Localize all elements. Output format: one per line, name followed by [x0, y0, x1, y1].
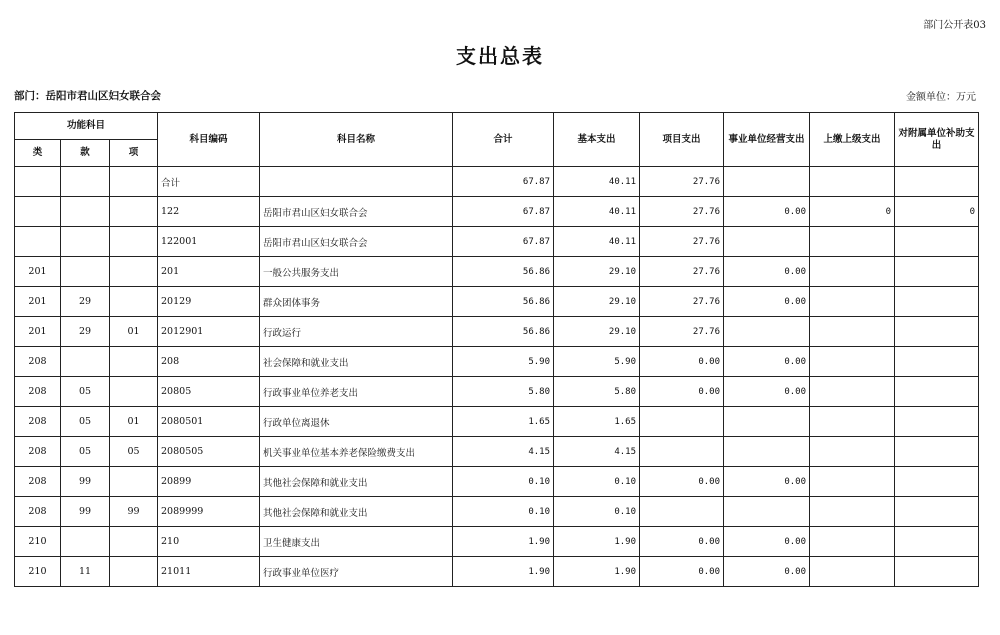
- cell-total: 67.87: [453, 197, 554, 227]
- cell-lei: 210: [15, 527, 61, 557]
- cell-code: 2080505: [158, 437, 260, 467]
- cell-basic: 40.11: [554, 227, 640, 257]
- cell-subsidy: 0: [895, 197, 979, 227]
- cell-name: 行政运行: [260, 317, 453, 347]
- cell-upper: [810, 317, 895, 347]
- header-code: 科目编码: [158, 113, 260, 167]
- cell-kuan: 11: [61, 557, 110, 587]
- cell-xiang: [110, 227, 158, 257]
- cell-xiang: 05: [110, 437, 158, 467]
- cell-total: 5.90: [453, 347, 554, 377]
- table-row: [15, 287, 979, 317]
- cell-upper: [810, 257, 895, 287]
- cell-project: 27.76: [640, 197, 724, 227]
- cell-upper: [810, 437, 895, 467]
- cell-total: 4.15: [453, 437, 554, 467]
- cell-enterprise: [724, 317, 810, 347]
- cell-project: 27.76: [640, 167, 724, 197]
- cell-name: 行政单位离退休: [260, 407, 453, 437]
- cell-subsidy: [895, 287, 979, 317]
- cell-name: 行政事业单位养老支出: [260, 377, 453, 407]
- cell-basic: 5.90: [554, 347, 640, 377]
- cell-enterprise: 0.00: [724, 557, 810, 587]
- cell-basic: 0.10: [554, 467, 640, 497]
- cell-kuan: [61, 167, 110, 197]
- header-func-subject: 功能科目: [15, 113, 158, 140]
- table-row: [15, 227, 979, 257]
- cell-total: 56.86: [453, 257, 554, 287]
- header-name: 科目名称: [260, 113, 453, 167]
- cell-kuan: 05: [61, 377, 110, 407]
- cell-code: 201: [158, 257, 260, 287]
- cell-basic: 29.10: [554, 317, 640, 347]
- cell-xiang: [110, 197, 158, 227]
- cell-xiang: 01: [110, 317, 158, 347]
- header-xiang: 项: [110, 140, 158, 167]
- header-subsidy: 对附属单位补助支出: [895, 113, 979, 167]
- cell-total: 56.86: [453, 317, 554, 347]
- cell-code: 合计: [158, 167, 260, 197]
- cell-xiang: [110, 167, 158, 197]
- page-title: 支出总表: [456, 44, 544, 68]
- table-row: [15, 197, 979, 227]
- cell-upper: [810, 407, 895, 437]
- table-row: [15, 497, 979, 527]
- cell-total: 1.90: [453, 557, 554, 587]
- cell-subsidy: [895, 497, 979, 527]
- cell-code: 20899: [158, 467, 260, 497]
- cell-upper: [810, 467, 895, 497]
- cell-project: 0.00: [640, 377, 724, 407]
- cell-code: 208: [158, 347, 260, 377]
- cell-enterprise: 0.00: [724, 377, 810, 407]
- table-row: [15, 317, 979, 347]
- cell-enterprise: 0.00: [724, 257, 810, 287]
- cell-basic: 1.90: [554, 557, 640, 587]
- cell-enterprise: [724, 437, 810, 467]
- cell-code: 122001: [158, 227, 260, 257]
- cell-code: 210: [158, 527, 260, 557]
- cell-enterprise: [724, 497, 810, 527]
- header-basic: 基本支出: [554, 113, 640, 167]
- cell-project: 27.76: [640, 287, 724, 317]
- cell-project: [640, 497, 724, 527]
- expenditure-table: [14, 112, 979, 587]
- cell-project: [640, 407, 724, 437]
- cell-xiang: [110, 287, 158, 317]
- cell-xiang: [110, 557, 158, 587]
- cell-name: 一般公共服务支出: [260, 257, 453, 287]
- cell-kuan: [61, 527, 110, 557]
- cell-kuan: [61, 347, 110, 377]
- table-row: [15, 467, 979, 497]
- cell-lei: 208: [15, 467, 61, 497]
- cell-subsidy: [895, 227, 979, 257]
- cell-enterprise: 0.00: [724, 527, 810, 557]
- cell-lei: 210: [15, 557, 61, 587]
- cell-upper: [810, 347, 895, 377]
- cell-lei: 208: [15, 377, 61, 407]
- table-row: [15, 347, 979, 377]
- amount-unit-label: 金额单位：万元: [906, 92, 976, 103]
- cell-lei: 208: [15, 407, 61, 437]
- cell-code: 20805: [158, 377, 260, 407]
- cell-kuan: [61, 227, 110, 257]
- cell-name: 岳阳市君山区妇女联合会: [260, 197, 453, 227]
- cell-basic: 1.65: [554, 407, 640, 437]
- cell-total: 1.65: [453, 407, 554, 437]
- cell-name: 行政事业单位医疗: [260, 557, 453, 587]
- cell-code: 2012901: [158, 317, 260, 347]
- cell-name: 群众团体事务: [260, 287, 453, 317]
- cell-kuan: 05: [61, 407, 110, 437]
- cell-name: 其他社会保障和就业支出: [260, 467, 453, 497]
- cell-lei: 201: [15, 317, 61, 347]
- cell-name: 社会保障和就业支出: [260, 347, 453, 377]
- table-row: [15, 257, 979, 287]
- table-row: [15, 407, 979, 437]
- cell-name: 其他社会保障和就业支出: [260, 497, 453, 527]
- cell-project: 0.00: [640, 467, 724, 497]
- cell-subsidy: [895, 467, 979, 497]
- cell-kuan: 99: [61, 497, 110, 527]
- cell-project: [640, 437, 724, 467]
- header-project: 项目支出: [640, 113, 724, 167]
- header-kuan: 款: [61, 140, 110, 167]
- cell-code: 20129: [158, 287, 260, 317]
- cell-kuan: 05: [61, 437, 110, 467]
- table-row: [15, 557, 979, 587]
- cell-kuan: 29: [61, 317, 110, 347]
- table-body: [15, 167, 979, 587]
- cell-name: 卫生健康支出: [260, 527, 453, 557]
- cell-total: 5.80: [453, 377, 554, 407]
- cell-project: 0.00: [640, 527, 724, 557]
- cell-subsidy: [895, 347, 979, 377]
- table-row: [15, 167, 979, 197]
- cell-subsidy: [895, 407, 979, 437]
- cell-kuan: 29: [61, 287, 110, 317]
- header-total: 合计: [453, 113, 554, 167]
- cell-project: 27.76: [640, 317, 724, 347]
- cell-enterprise: 0.00: [724, 347, 810, 377]
- cell-upper: [810, 557, 895, 587]
- cell-basic: 0.10: [554, 497, 640, 527]
- cell-subsidy: [895, 317, 979, 347]
- cell-basic: 29.10: [554, 287, 640, 317]
- cell-xiang: [110, 347, 158, 377]
- cell-name: 岳阳市君山区妇女联合会: [260, 227, 453, 257]
- cell-xiang: [110, 257, 158, 287]
- cell-upper: 0: [810, 197, 895, 227]
- cell-project: 27.76: [640, 257, 724, 287]
- table-code: 部门公开表03: [923, 20, 986, 31]
- cell-total: 67.87: [453, 227, 554, 257]
- cell-code: 2080501: [158, 407, 260, 437]
- cell-basic: 40.11: [554, 167, 640, 197]
- cell-basic: 29.10: [554, 257, 640, 287]
- cell-upper: [810, 167, 895, 197]
- cell-enterprise: 0.00: [724, 467, 810, 497]
- cell-subsidy: [895, 557, 979, 587]
- cell-lei: 201: [15, 287, 61, 317]
- cell-lei: 201: [15, 257, 61, 287]
- cell-subsidy: [895, 167, 979, 197]
- cell-xiang: [110, 467, 158, 497]
- cell-total: 67.87: [453, 167, 554, 197]
- cell-total: 56.86: [453, 287, 554, 317]
- header-lei: 类: [15, 140, 61, 167]
- table-row: [15, 377, 979, 407]
- cell-upper: [810, 287, 895, 317]
- cell-project: 0.00: [640, 557, 724, 587]
- cell-xiang: 99: [110, 497, 158, 527]
- cell-total: 1.90: [453, 527, 554, 557]
- cell-name: 机关事业单位基本养老保险缴费支出: [260, 437, 453, 467]
- cell-total: 0.10: [453, 467, 554, 497]
- cell-subsidy: [895, 437, 979, 467]
- cell-project: 0.00: [640, 347, 724, 377]
- table-row: [15, 527, 979, 557]
- table-row: [15, 437, 979, 467]
- cell-upper: [810, 497, 895, 527]
- cell-code: 21011: [158, 557, 260, 587]
- cell-lei: [15, 227, 61, 257]
- cell-code: 122: [158, 197, 260, 227]
- cell-basic: 1.90: [554, 527, 640, 557]
- department-label: 部门：岳阳市君山区妇女联合会: [14, 90, 161, 102]
- cell-kuan: 99: [61, 467, 110, 497]
- cell-enterprise: 0.00: [724, 287, 810, 317]
- cell-basic: 5.80: [554, 377, 640, 407]
- cell-xiang: 01: [110, 407, 158, 437]
- cell-lei: 208: [15, 437, 61, 467]
- cell-name: [260, 167, 453, 197]
- cell-xiang: [110, 527, 158, 557]
- cell-subsidy: [895, 527, 979, 557]
- cell-lei: 208: [15, 347, 61, 377]
- cell-upper: [810, 527, 895, 557]
- cell-enterprise: [724, 167, 810, 197]
- cell-upper: [810, 227, 895, 257]
- cell-subsidy: [895, 377, 979, 407]
- header-enterprise: 事业单位经营支出: [724, 113, 810, 167]
- cell-kuan: [61, 197, 110, 227]
- cell-code: 2089999: [158, 497, 260, 527]
- cell-xiang: [110, 377, 158, 407]
- cell-basic: 4.15: [554, 437, 640, 467]
- cell-project: 27.76: [640, 227, 724, 257]
- cell-kuan: [61, 257, 110, 287]
- header-upper: 上缴上级支出: [810, 113, 895, 167]
- cell-enterprise: [724, 227, 810, 257]
- cell-enterprise: [724, 407, 810, 437]
- cell-enterprise: 0.00: [724, 197, 810, 227]
- cell-total: 0.10: [453, 497, 554, 527]
- cell-basic: 40.11: [554, 197, 640, 227]
- cell-lei: [15, 197, 61, 227]
- cell-subsidy: [895, 257, 979, 287]
- cell-lei: [15, 167, 61, 197]
- cell-upper: [810, 377, 895, 407]
- cell-lei: 208: [15, 497, 61, 527]
